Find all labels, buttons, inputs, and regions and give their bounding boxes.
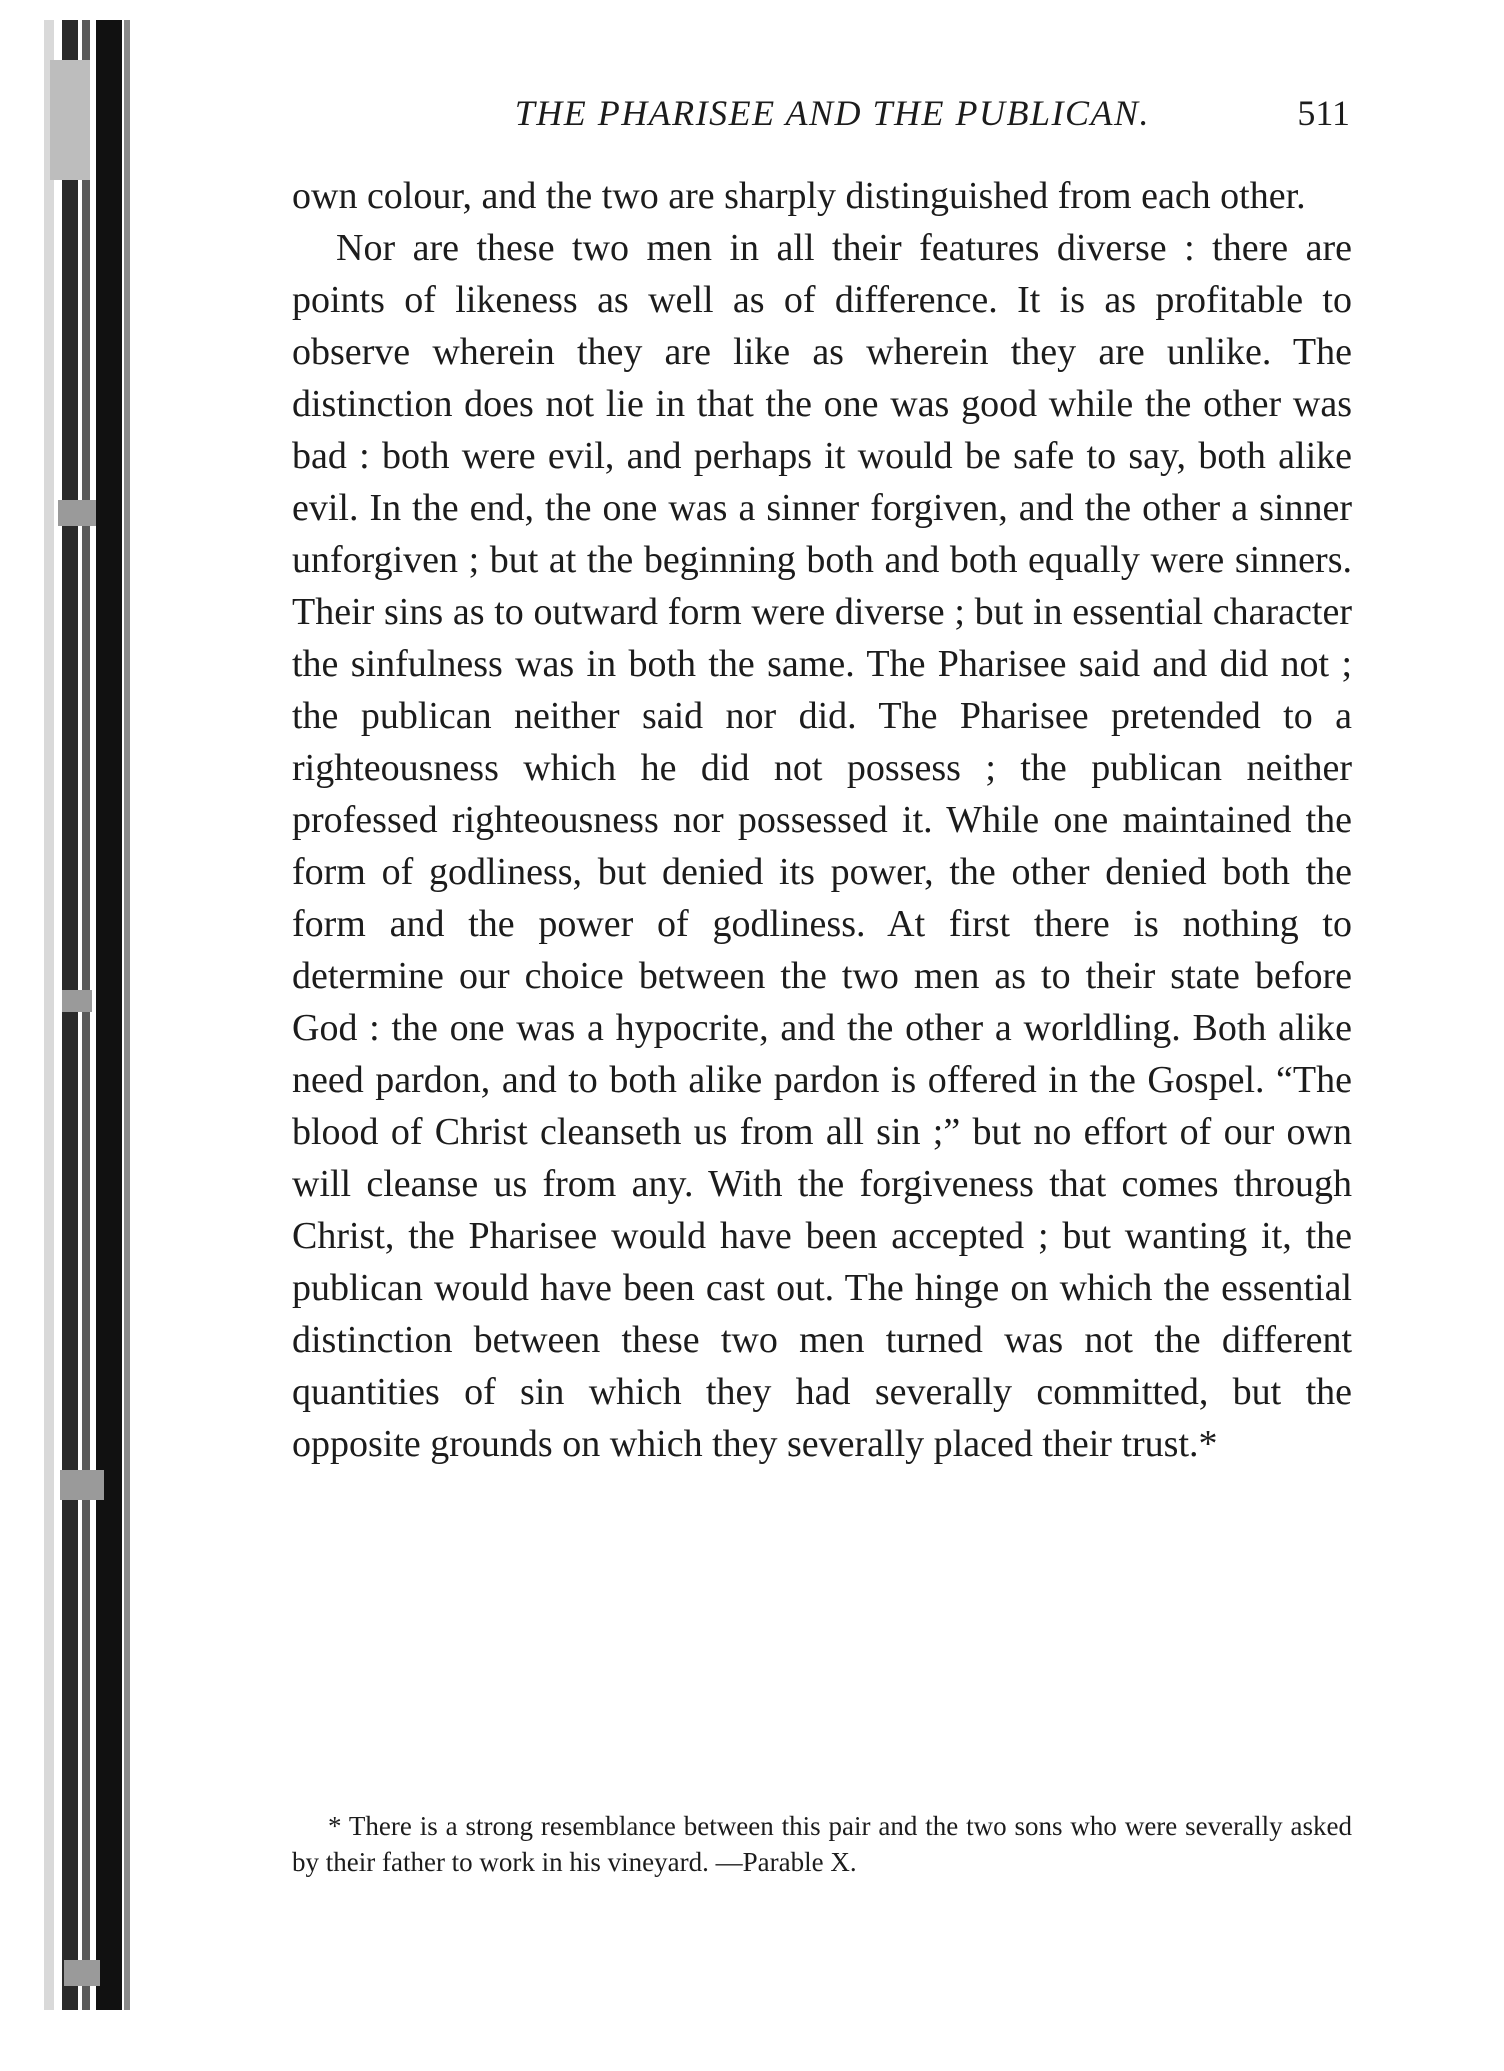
page-number: 511	[1297, 93, 1350, 133]
running-title: THE PHARISEE AND THE PUBLICAN.	[514, 93, 1150, 133]
footnote: * There is a strong resemblance between this pair and the two sons who were severally asked by their father to work in his vineyard. —Parable X.	[292, 1811, 1352, 1877]
body-text	[292, 170, 1352, 1470]
paragraph-continuation: own colour, and the two are sharply distinguished from each other.	[292, 175, 1306, 217]
paragraph-main: Nor are these two men in all their features diverse : there are points of likeness as well as of difference. It is as profitable to observe wherein they are like as wherein they are unlike. The distinction does not lie in that the one was good while the other was bad : both were evil, and perhaps it would be safe to say, both alike evil. In the end, the one was a sinner forgiven, and the other a sinner unforgiven ; but at the beginning both and both equally were sinners. Their sins as to outward form were diverse ; but in essential character the sinfulness was in both the same. The Pharisee said and did not ; the publican neither said nor did. The Pharisee pretended to a righteousness which he did not possess ; the publican neither professed righteousness nor possessed it. While one maintained the form of godliness, but denied its power, the other denied both the form and the power of godliness. At first there is nothing to determine our choice between the two men as to their state before God : the one was a hypocrite, and the other a worldling. Both alike need pardon, and to both alike pardon is offered in the Gospel. “The blood of Christ cleanseth us from all sin ;” but no effort of our own will cleanse us from any. With the forgiveness that comes through Christ, the Pharisee would have been accepted ; but wanting it, the publican would have been cast out. The hinge on which the essential distinction between these two men turned was not the different quantities of sin which they had severally committed, but the opposite grounds on which they severally placed their trust.*	[292, 227, 1352, 1465]
running-header	[290, 92, 1350, 142]
book-spine-shadow	[0, 0, 150, 2071]
